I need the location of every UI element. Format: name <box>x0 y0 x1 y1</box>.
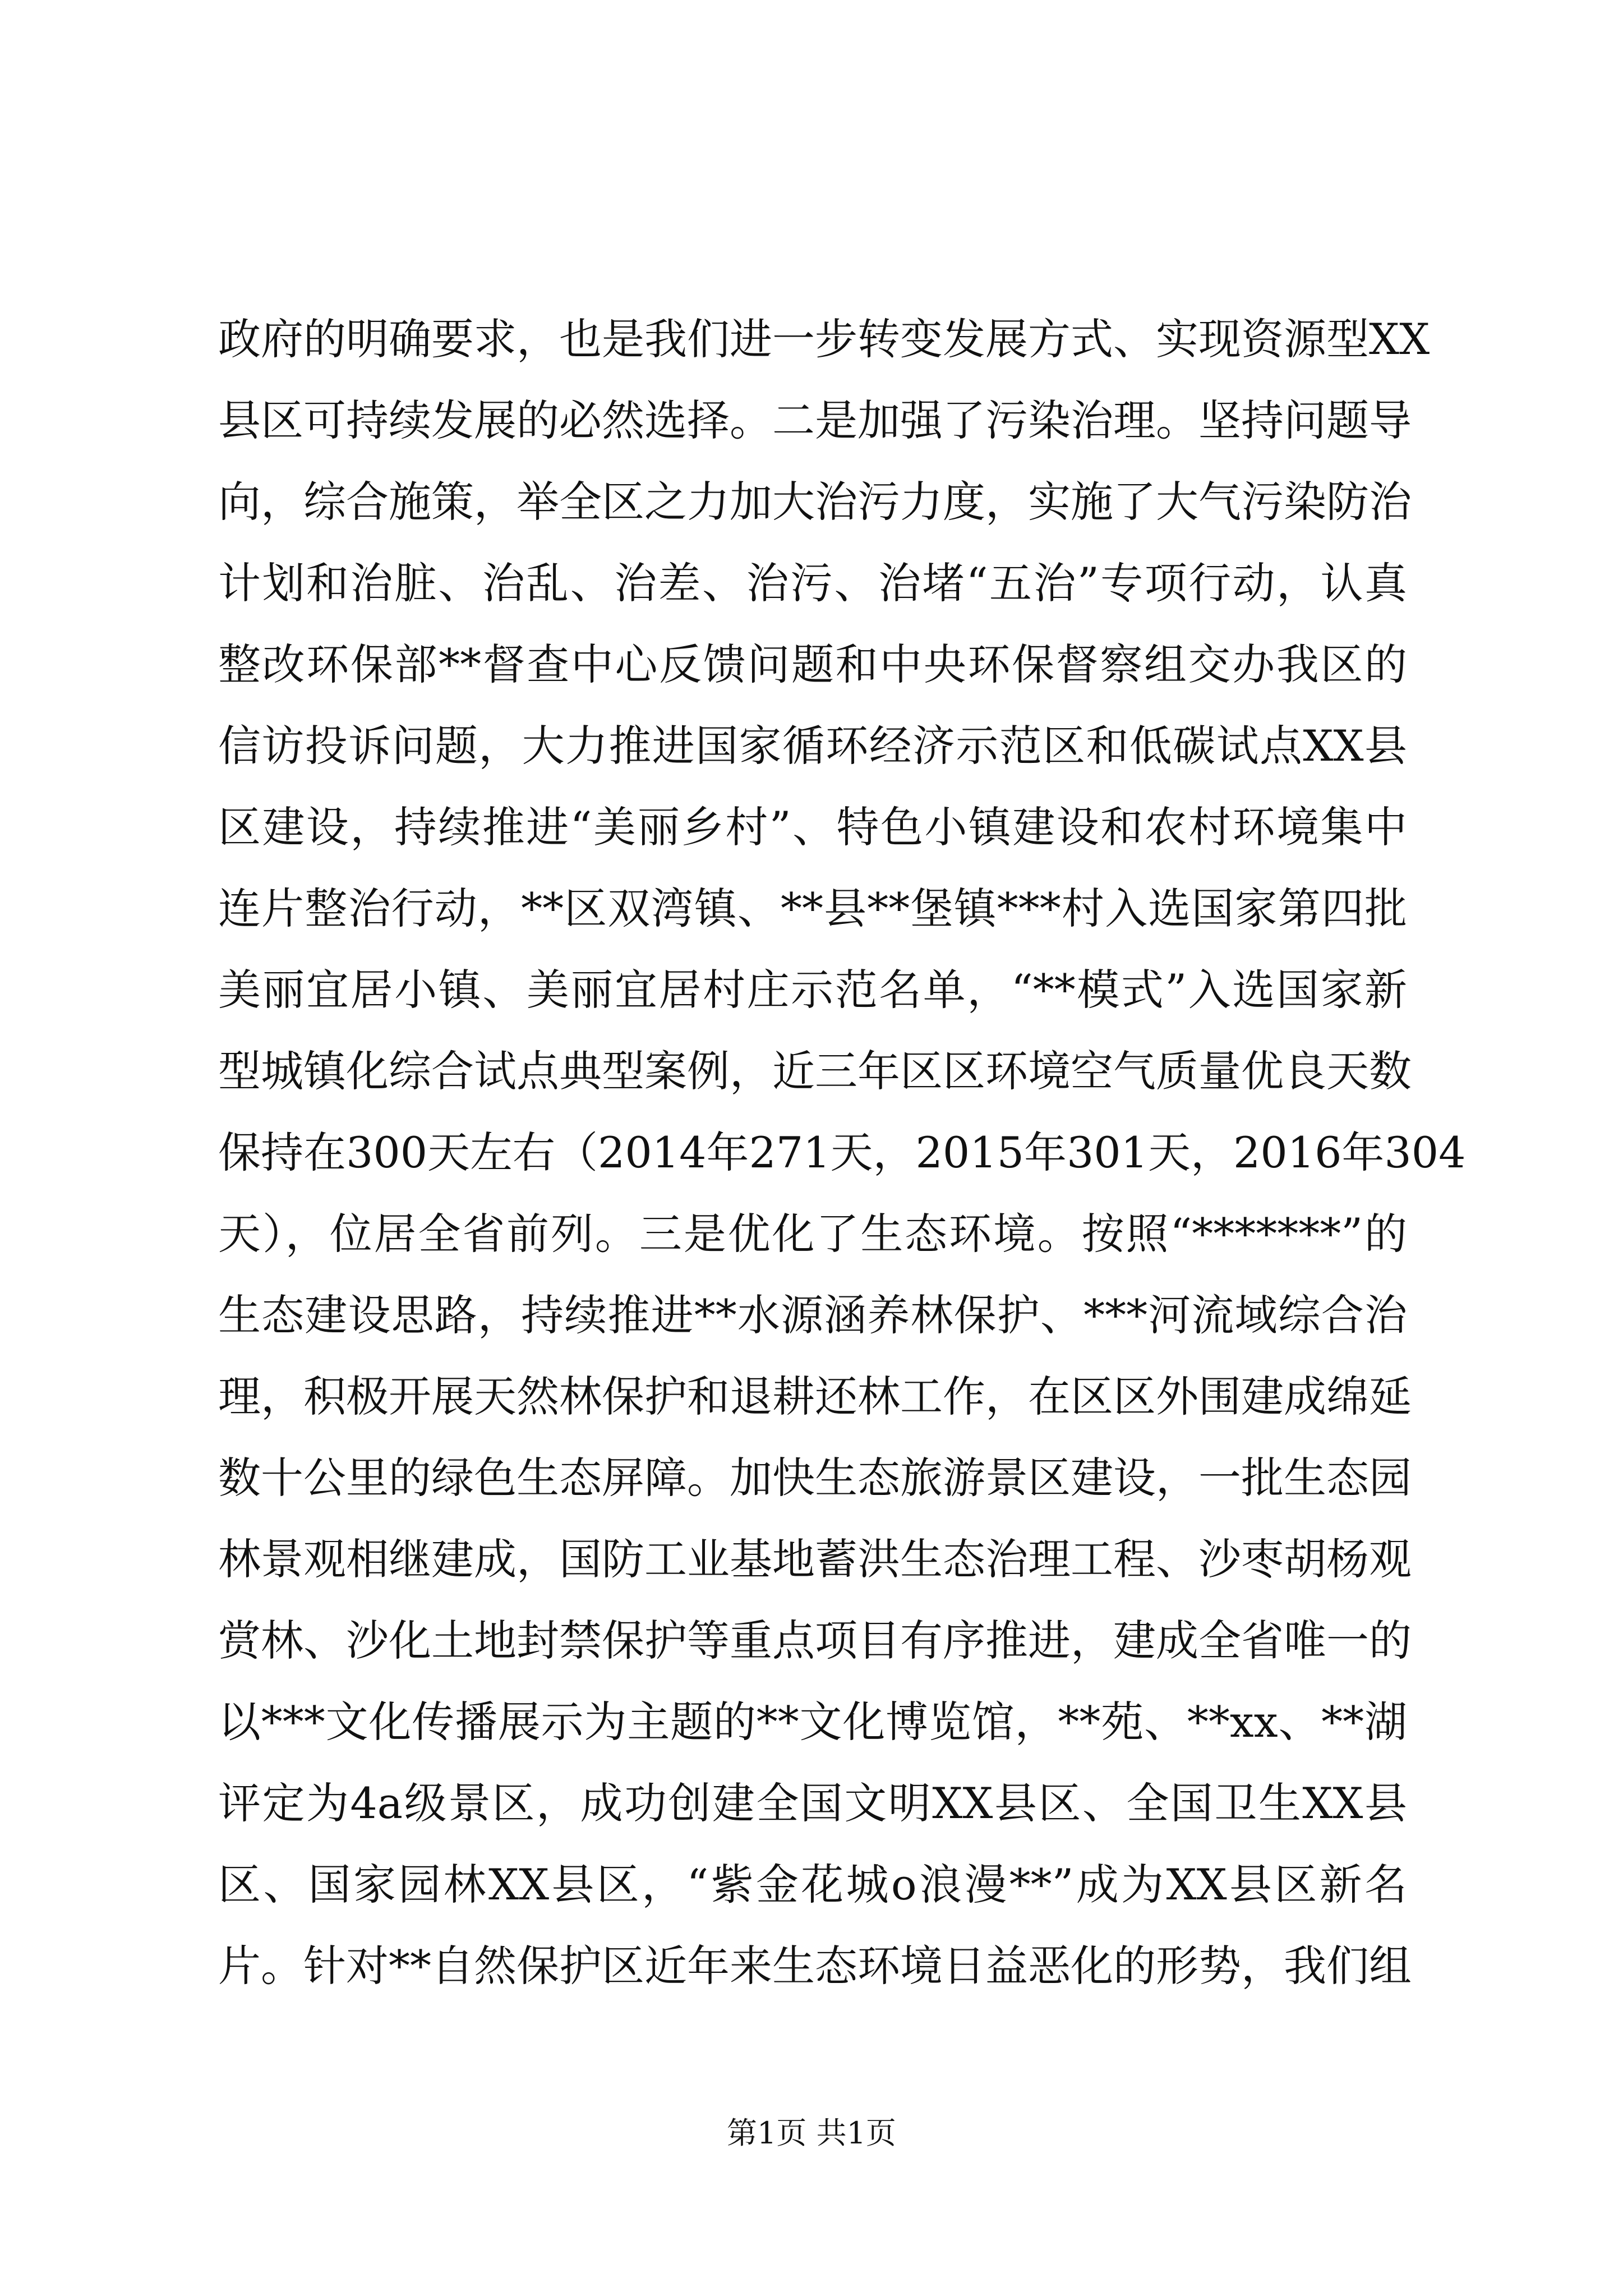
text-line: 区、国家园林XX县区，“紫金花城o浪漫**”成为XX县区新名 <box>218 1860 1407 1910</box>
page-number-label: 第1页 共1页 <box>727 2115 896 2151</box>
text-line: 林景观相继建成，国防工业基地蓄洪生态治理工程、沙枣胡杨观 <box>218 1534 1412 1584</box>
page-footer <box>0 2114 1623 2153</box>
text-line: 数十公里的绿色生态屏障。加快生态旅游景区建设，一批生态园 <box>218 1453 1412 1503</box>
text-line: 片。针对**自然保护区近年来生态环境日益恶化的形势，我们组 <box>218 1941 1412 1991</box>
text-line: 保持在300天左右（2014年271天，2015年301天，2016年304 <box>218 1128 1466 1177</box>
text-line: 信访投诉问题，大力推进国家循环经济示范区和低碳试点XX县 <box>218 721 1407 771</box>
text-line: 美丽宜居小镇、美丽宜居村庄示范名单，“**模式”入选国家新 <box>218 965 1407 1015</box>
text-line: 型城镇化综合试点典型案例，近三年区区环境空气质量优良天数 <box>218 1046 1412 1096</box>
text-line: 计划和治脏、治乱、治差、治污、治堵“五治”专项行动，认真 <box>218 558 1407 608</box>
text-line: 天），位居全省前列。三是优化了生态环境。按照“*******”的 <box>218 1209 1407 1259</box>
text-line: 赏林、沙化土地封禁保护等重点项目有序推进，建成全省唯一的 <box>218 1616 1412 1665</box>
text-line: 以***文化传播展示为主题的**文化博览馆，**苑、**xx、**湖 <box>218 1697 1407 1747</box>
text-line: 区建设，持续推进“美丽乡村”、特色小镇建设和农村环境集中 <box>218 802 1407 852</box>
text-line: 理，积极开展天然林保护和退耕还林工作，在区区外围建成绵延 <box>218 1372 1412 1421</box>
text-line: 连片整治行动，**区双湾镇、**县**堡镇***村入选国家第四批 <box>218 884 1407 933</box>
text-line: 评定为4a级景区，成功创建全国文明XX县区、全国卫生XX县 <box>218 1778 1407 1828</box>
text-line: 政府的明确要求，也是我们进一步转变发展方式、实现资源型XX <box>218 314 1430 364</box>
text-line: 生态建设思路，持续推进**水源涵养林保护、***河流域综合治 <box>218 1290 1407 1340</box>
text-line: 整改环保部**督查中心反馈问题和中央环保督察组交办我区的 <box>218 639 1407 689</box>
text-line: 向，综合施策，举全区之力加大治污力度，实施了大气污染防治 <box>218 477 1412 527</box>
body-text <box>218 298 1466 2007</box>
text-line: 县区可持续发展的必然选择。二是加强了污染治理。坚持问题导 <box>218 395 1412 445</box>
